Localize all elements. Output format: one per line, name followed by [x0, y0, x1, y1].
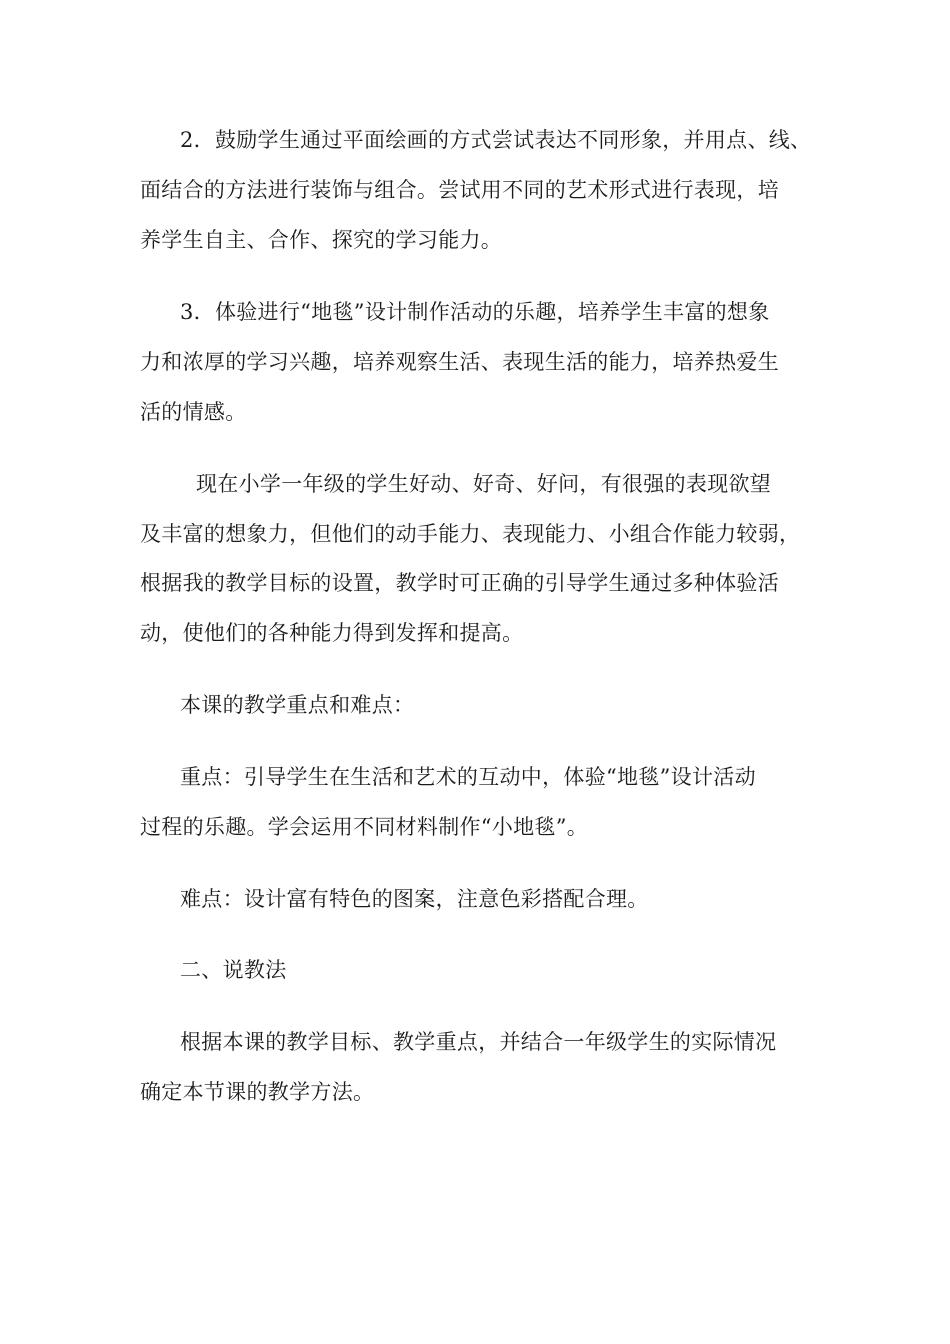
- difficulty-line: 难点：设计富有特色的图案，注意色彩搭配合理。: [180, 887, 649, 911]
- method-intro-line-1: 根据本课的教学目标、教学重点，并结合一年级学生的实际情况: [180, 1030, 777, 1054]
- student-analysis-line-3: 根据我的教学目标的设置，教学时可正确的引导学生通过多种体验活: [140, 571, 779, 595]
- student-analysis-line-1: 现在小学一年级的学生好动、好奇、好问，有很强的表现欲望: [196, 472, 772, 496]
- objective-3-line-1: 3．体验进行“地毯”设计制作活动的乐趣，培养学生丰富的想象: [180, 300, 770, 324]
- key-point-line-2: 过程的乐趣。学会运用不同材料制作“小地毯”。: [140, 815, 589, 839]
- section-heading: 二、说教法: [180, 958, 287, 982]
- key-point-line-1: 重点：引导学生在生活和艺术的互动中，体验“地毯”设计活动: [180, 765, 756, 789]
- student-analysis-line-2: 及丰富的想象力，但他们的动手能力、表现能力、小组合作能力较弱，: [140, 522, 801, 546]
- key-points-heading: 本课的教学重点和难点：: [180, 693, 415, 717]
- objective-2-line-1: 2．鼓励学生通过平面绘画的方式尝试表达不同形象，并用点、线、: [180, 128, 812, 152]
- student-analysis-line-4: 动，使他们的各种能力得到发挥和提高。: [140, 621, 524, 645]
- objective-3-line-3: 活的情感。: [140, 400, 247, 424]
- objective-3-line-2: 力和浓厚的学习兴趣，培养观察生活、表现生活的能力，培养热爱生: [140, 350, 779, 374]
- method-intro-line-2: 确定本节课的教学方法。: [140, 1080, 375, 1104]
- objective-2-line-2: 面结合的方法进行装饰与组合。尝试用不同的艺术形式进行表现，培: [140, 178, 779, 202]
- objective-2-line-3: 养学生自主、合作、探究的学习能力。: [140, 228, 503, 252]
